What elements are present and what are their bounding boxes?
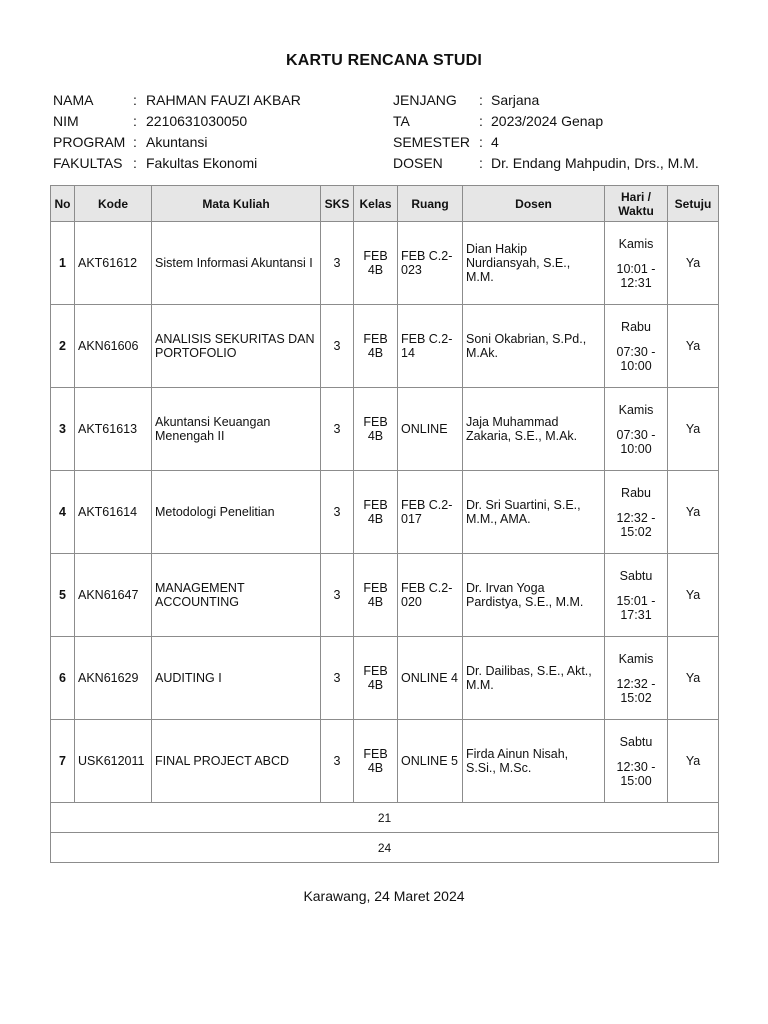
student-info-left [53,90,301,174]
cell-no: 5 [51,554,75,637]
info-row-fakultas [53,153,301,174]
cell-no: 2 [51,305,75,388]
cell-kelas: FEB 4B [354,471,398,554]
cell-hari: Sabtu [619,568,653,583]
info-value: RAHMAN FAUZI AKBAR [146,92,301,108]
header-kelas: Kelas [354,186,398,222]
cell-no: 7 [51,720,75,803]
header-dosen: Dosen [463,186,605,222]
cell-kode: AKN61647 [75,554,152,637]
cell-sks: 3 [321,471,354,554]
cell-kelas: FEB 4B [354,637,398,720]
header-setuju: Setuju [668,186,719,222]
cell-kode: AKN61629 [75,637,152,720]
info-value: Dr. Endang Mahpudin, Drs., M.M. [491,155,699,171]
cell-sks: 3 [321,388,354,471]
header-mata-kuliah: Mata Kuliah [152,186,321,222]
cell-hari: Sabtu [619,734,653,749]
cell-setuju: Ya [668,305,719,388]
cell-dosen: Soni Okabrian, S.Pd., M.Ak. [463,305,605,388]
cell-ruang: FEB C.2-14 [398,305,463,388]
cell-kelas: FEB 4B [354,222,398,305]
cell-mata-kuliah: ANALISIS SEKURITAS DAN PORTOFOLIO [152,305,321,388]
cell-kelas: FEB 4B [354,720,398,803]
info-label: DOSEN [393,155,443,171]
table-row [51,305,719,388]
cell-hari: Rabu [621,485,651,500]
cell-hari: Rabu [621,319,651,334]
info-value: Sarjana [491,92,540,108]
cell-dosen: Dr. Irvan Yoga Pardistya, S.E., M.M. [463,554,605,637]
cell-hari-waktu [605,222,668,305]
cell-hari: Kamis [618,236,654,251]
cell-waktu: 12:30 - 15:00 [616,759,656,788]
info-colon: : [479,113,483,129]
cell-setuju: Ya [668,471,719,554]
cell-sks: 3 [321,637,354,720]
info-colon: : [479,134,483,150]
info-row-nama [53,90,301,111]
cell-ruang: FEB C.2-020 [398,554,463,637]
info-colon: : [479,155,483,171]
cell-waktu: 12:32 - 15:02 [616,510,656,539]
info-label: NIM [53,113,79,129]
cell-kode: AKT61614 [75,471,152,554]
course-table [50,185,719,863]
total-max-value: 24 [51,833,719,863]
table-row [51,471,719,554]
cell-setuju: Ya [668,388,719,471]
cell-no: 3 [51,388,75,471]
header-hari-waktu: Hari / Waktu [605,186,668,222]
cell-mata-kuliah: FINAL PROJECT ABCD [152,720,321,803]
total-row-max [51,833,719,863]
cell-mata-kuliah: Akuntansi Keuangan Menengah II [152,388,321,471]
cell-sks: 3 [321,554,354,637]
place-date: Karawang, 24 Maret 2024 [303,888,465,904]
table-row [51,388,719,471]
cell-hari-waktu [605,471,668,554]
cell-waktu: 15:01 - 17:31 [616,593,656,622]
cell-kelas: FEB 4B [354,305,398,388]
cell-ruang: FEB C.2-023 [398,222,463,305]
info-value: Akuntansi [146,134,208,150]
cell-kelas: FEB 4B [354,554,398,637]
cell-setuju: Ya [668,637,719,720]
cell-ruang: ONLINE 4 [398,637,463,720]
cell-kode: USK612011 [75,720,152,803]
cell-kelas: FEB 4B [354,388,398,471]
table-row [51,720,719,803]
cell-no: 6 [51,637,75,720]
header-ruang: Ruang [398,186,463,222]
cell-waktu: 12:32 - 15:02 [616,676,656,705]
table-row [51,222,719,305]
info-row-nim [53,111,301,132]
cell-waktu: 10:01 - 12:31 [616,261,656,290]
info-value: 2023/2024 Genap [491,113,604,129]
cell-ruang: FEB C.2-017 [398,471,463,554]
total-row-sks [51,803,719,833]
table-row [51,637,719,720]
cell-dosen: Dr. Sri Suartini, S.E., M.M., AMA. [463,471,605,554]
cell-hari-waktu [605,388,668,471]
cell-sks: 3 [321,305,354,388]
cell-sks: 3 [321,720,354,803]
cell-no: 4 [51,471,75,554]
info-row-program [53,132,301,153]
cell-dosen: Dian Hakip Nurdiansyah, S.E., M.M. [463,222,605,305]
cell-kode: AKN61606 [75,305,152,388]
cell-dosen: Jaja Muhammad Zakaria, S.E., M.Ak. [463,388,605,471]
cell-hari: Kamis [618,402,654,417]
cell-mata-kuliah: Sistem Informasi Akuntansi I [152,222,321,305]
cell-ruang: ONLINE 5 [398,720,463,803]
info-colon: : [133,113,137,129]
info-row-dosen [393,153,699,174]
cell-setuju: Ya [668,554,719,637]
cell-hari-waktu [605,554,668,637]
cell-mata-kuliah: Metodologi Penelitian [152,471,321,554]
cell-kode: AKT61613 [75,388,152,471]
info-row-jenjang [393,90,699,111]
cell-no: 1 [51,222,75,305]
total-sks-value: 21 [51,803,719,833]
cell-hari-waktu [605,720,668,803]
cell-waktu: 07:30 - 10:00 [616,344,656,373]
cell-hari-waktu [605,637,668,720]
header-kode: Kode [75,186,152,222]
cell-sks: 3 [321,222,354,305]
info-colon: : [133,92,137,108]
cell-dosen: Firda Ainun Nisah, S.Si., M.Sc. [463,720,605,803]
cell-hari-waktu [605,305,668,388]
table-row [51,554,719,637]
info-value: Fakultas Ekonomi [146,155,258,171]
info-value: 2210631030050 [146,113,248,129]
cell-dosen: Dr. Dailibas, S.E., Akt., M.M. [463,637,605,720]
cell-mata-kuliah: MANAGEMENT ACCOUNTING [152,554,321,637]
info-label: NAMA [53,92,94,108]
cell-mata-kuliah: AUDITING I [152,637,321,720]
info-colon: : [133,155,137,171]
info-label: JENJANG [393,92,457,108]
info-colon: : [479,92,483,108]
info-label: TA [393,113,410,129]
cell-ruang: ONLINE [398,388,463,471]
header-sks: SKS [321,186,354,222]
cell-waktu: 07:30 - 10:00 [616,427,656,456]
info-label: FAKULTAS [53,155,123,171]
student-info-right [393,90,699,174]
info-row-ta [393,111,699,132]
header-no: No [51,186,75,222]
info-colon: : [133,134,137,150]
table-header-row [51,186,719,222]
info-value: 4 [491,134,499,150]
info-label: PROGRAM [53,134,126,150]
info-row-semester [393,132,699,153]
cell-setuju: Ya [668,222,719,305]
info-label: SEMESTER [393,134,471,150]
cell-hari: Kamis [618,651,654,666]
cell-setuju: Ya [668,720,719,803]
page-title: KARTU RENCANA STUDI [285,52,483,69]
cell-kode: AKT61612 [75,222,152,305]
